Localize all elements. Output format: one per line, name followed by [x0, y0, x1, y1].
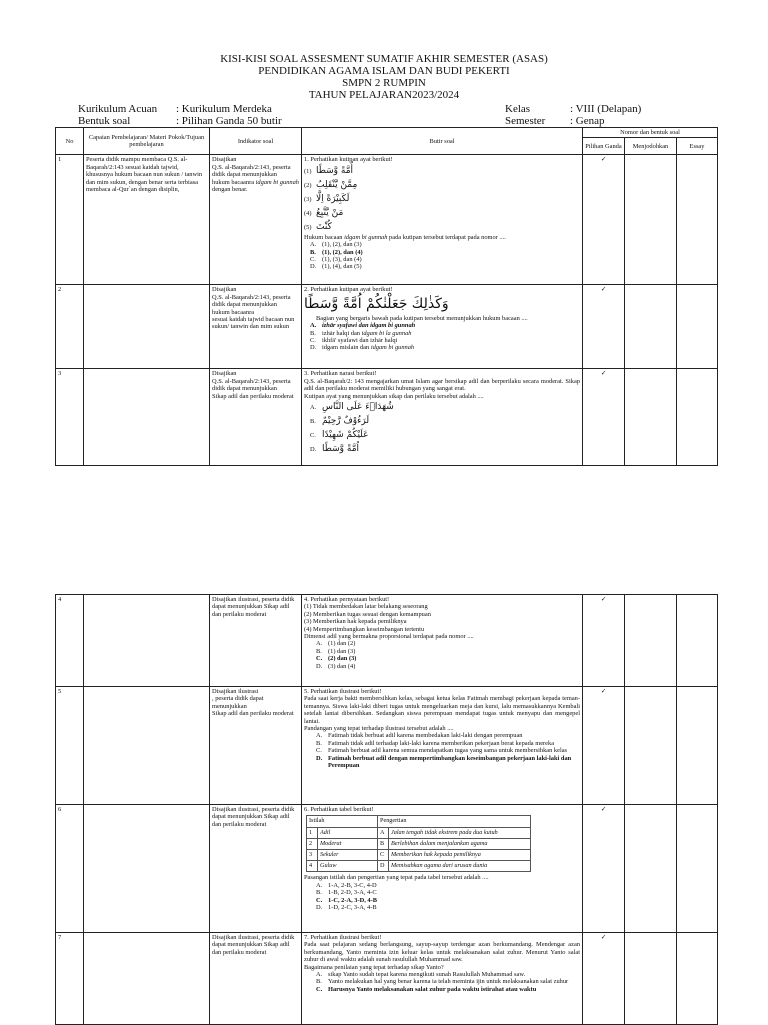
- indikator-cell: Disajikan Q.S. al-Baqarah/2:143, peserta didik dapat menunjukkan Sikap adil dan perilaku moderat: [210, 369, 302, 466]
- col-header-no: No: [56, 128, 84, 155]
- butir-soal-cell: [302, 595, 583, 687]
- option-c-answer-key: C. (2) dan (3): [316, 655, 357, 663]
- col-header-essay: Essay: [677, 138, 718, 155]
- option-b: B. 1-B, 2-D, 3-A, 4-C: [316, 889, 377, 897]
- option-a: A. (1), (2), dan (3): [310, 241, 362, 249]
- option-d: D. 1-D, 2-C, 3-A, 4-B: [316, 904, 377, 912]
- statement-item: (1) Tidak membedakan latar belakang seseorang: [304, 603, 428, 611]
- answer-options: [310, 882, 580, 912]
- essay-cell: [677, 933, 718, 1025]
- row-number: 7: [56, 933, 84, 1025]
- pengertian-header: Pengertian: [378, 816, 531, 827]
- kelas-label: Kelas: [505, 103, 531, 115]
- pg-checkmark: ✓: [583, 687, 625, 805]
- menjodohkan-cell: [625, 595, 677, 687]
- table-row: [56, 805, 718, 933]
- pg-checkmark: ✓: [583, 933, 625, 1025]
- capaian-cell: [84, 933, 210, 1025]
- capaian-cell: [84, 369, 210, 466]
- essay-cell: [677, 595, 718, 687]
- question-stem: 6. Perhatikan tabel berikut!: [304, 806, 374, 813]
- question-text: Pandangan yang tepat terhadap ilustrasi tersebut adalah ....: [304, 725, 454, 733]
- menjodohkan-cell: [625, 369, 677, 466]
- semester-value: : Genap: [570, 115, 605, 127]
- question-body: Pada saat pelajaran sedang berlangsung, sayup-sayup terdengar azan berkumandang. Mendengar azan berkumandang, Yanto meminta izin keluar kelas untuk melaksanakan salat zuhur. Menurut Yanto salat zuhur di awal waktu adalah sunah rasulullah Muhammad saw.: [304, 941, 580, 964]
- doc-title-year: TAHUN PELAJARAN2023/2024: [308, 89, 460, 101]
- capaian-cell: [84, 285, 210, 369]
- statement-item: (2) Memberikan tugas sesuai dengan kemampuan: [304, 610, 431, 618]
- col-header-menjodohkan: Menjodohkan: [625, 138, 677, 155]
- answer-options: [310, 732, 580, 769]
- option-a: A. (1) dan (2): [316, 640, 356, 648]
- option-c: C. ikhfā' syafawi dan izhār halqi: [310, 337, 398, 345]
- row-number: 6: [56, 805, 84, 933]
- question-stem: 5. Perhatikan ilustrasi berikut!: [304, 688, 382, 695]
- semester-label: Semester: [505, 115, 546, 127]
- indikator-cell: Disajikan Q.S. al-Baqarah/2:143, peserta didik dapat menunjukkan hukum bacaanra idgam bi gunnah dengan benar.: [210, 155, 302, 285]
- option-b: B. (1) dan (3): [316, 647, 356, 655]
- kurikulum-value: : Kurikulum Merdeka: [176, 103, 272, 115]
- option-c-answer-key: C. Harusnya Yanto melaksanakan salat zuhur pada waktu istirahat atau waktu: [316, 985, 537, 993]
- table-row: [56, 595, 718, 687]
- option-a-answer-key: A. izhār syafawi dan idgam bi gunnah: [310, 322, 416, 330]
- pg-checkmark: ✓: [583, 155, 625, 285]
- kisi-kisi-table-page-1: [55, 127, 718, 466]
- capaian-cell: [84, 687, 210, 805]
- option-a: A. Fatimah tidak berbuat adil karena membedakan laki-laki dengan perempuan: [316, 732, 523, 740]
- menjodohkan-cell: [625, 155, 677, 285]
- kurikulum-label: Kurikulum Acuan: [78, 103, 158, 115]
- table-row: [56, 155, 718, 285]
- option-d-answer-key: D. Fatimah berbuat adil dengan mempertimbangkan keseimbangan pekerjaan laki-laki dan Perempuan: [316, 754, 572, 770]
- question-body: Pada saat kerja bakti membersihkan kelas, sebagai ketua kelas Fatimah membagi pekerjaan kepada teman-temannya. Siswa laki-laki diberi tugas untuk mengeluarkan meja dan kursi, lalu memasukkannya Kembali setelah lantai dibersihkan. Sedangkan siswa perempuan mendapat tugas untuk menyapu dan mengepel lantai.: [304, 695, 580, 725]
- indikator-cell: Disajikan Q.S. al-Baqarah/2:143, peserta didik dapat menunjukkan hukum bacaanra sesuai kaidah tajwid bacaan nun sukun/ tanwin dan mim sukun: [210, 285, 302, 369]
- answer-options: [304, 241, 580, 271]
- option-b: B. izhār halqi dan idgam bi la gunnah: [310, 329, 412, 337]
- indikator-cell: Disajikan ilustrasi, peserta didik dapat menunjukkan Sikap adil dan perilaku moderat: [210, 805, 302, 933]
- option-a: A. 1-A, 2-B, 3-C, 4-D: [316, 881, 377, 889]
- answer-options: [304, 322, 580, 352]
- ayat-text: أُمَّةً وَّسَطًا: [316, 165, 354, 176]
- kisi-kisi-table-page-2: [55, 594, 718, 1025]
- question-stem: 4. Perhatikan pernyataan berikut!: [304, 596, 390, 603]
- table-row: [56, 369, 718, 466]
- butir-soal-cell: [302, 805, 583, 933]
- capaian-cell: [84, 805, 210, 933]
- answer-options: [310, 640, 580, 670]
- statement-item: (4) Mempertimbangkan keseimbangan tertentu: [304, 625, 425, 633]
- essay-cell: [677, 805, 718, 933]
- question-text: Bagian yang bergaris bawah pada kutipan tersebut menunjukkan hukum bacaan ....: [316, 314, 528, 322]
- butir-soal-cell: [302, 687, 583, 805]
- option-ayat: عَلَيْكُمْ شَهِيْدًا: [322, 430, 369, 441]
- question-body: Q.S. al-Baqarah/2: 143 mengajarkan umat Islam agar bersikap adil dan berperilaku secara moderat. Sikap adil dan perilaku moderat memiliki hubungan yang sangat erat.: [304, 377, 580, 393]
- col-header-pilihan-ganda: Pilihan Ganda: [583, 138, 625, 155]
- kelas-value: : VIII (Delapan): [570, 103, 642, 115]
- butir-soal-cell: 3. Perhatikan narasi berikut! Q.S. al-Baqarah/2: 143 mengajarkan umat Islam agar bersikap adil dan berperilaku secara moderat. Sikap adil dan perilaku moderat memiliki hubungan yang sangat erat. Kutipan ayat yang menunjukkan sikap dan perilaku tersebut adalah .... A. شُهَدَاۤءَ عَلَى النَّاسِ B. لَرَءُوْفٌ رَّحِيْمٌ C. عَلَيْكُمْ شَهِيْدًا D. اُمَّةً وَّسَطًا: [302, 369, 583, 466]
- capaian-cell: [84, 595, 210, 687]
- question-text: Kutipan ayat yang menunjukkan sikap dan perilaku tersebut adalah ....: [304, 392, 484, 400]
- bentuk-soal-label: Bentuk soal: [78, 115, 131, 127]
- menjodohkan-cell: [625, 687, 677, 805]
- ayat-text: وَكَذٰلِكَ جَعَلْنٰكُمْ اُمَّةً وَّسَطًا: [304, 295, 449, 312]
- butir-soal-cell: [302, 285, 583, 369]
- question-text: Dimensi adil yang bermakna proporsional terdapat pada nomor ....: [304, 633, 474, 641]
- essay-cell: [677, 285, 718, 369]
- option-a: A. sikap Yanto sudah tepat karena mengikuti sunah Rasulullah Muhammad saw.: [316, 971, 526, 979]
- essay-cell: [677, 369, 718, 466]
- question-text: Pasangan istilah dan pengertian yang tepat pada tabel tersebut adalah ....: [304, 874, 489, 882]
- question-stem: 1. Perhatikan kutipan ayat berikut!: [304, 156, 393, 164]
- doc-title-line-2: PENDIDIKAN AGAMA ISLAM DAN BUDI PEKERTI: [258, 65, 510, 77]
- row-number: 5: [56, 687, 84, 805]
- option-b-answer-key: B. (1), (2), dan (4): [310, 248, 363, 256]
- istilah-table: Istilah Pengertian 1 Adil A Jalan tengah tidak ekstrem pada dua kutub 2 Moderat B Berlebihan dalam menjalankan agama 3 Sekuler C Memberikan hak kepada pemiliknya 4 Guluw D Memisahkan agama dari urusan dunia: [306, 815, 531, 872]
- menjodohkan-cell: [625, 933, 677, 1025]
- doc-title-line-1: KISI-KISI SOAL ASSESMENT SUMATIF AKHIR SEMESTER (ASAS): [220, 53, 548, 65]
- option-ayat: اُمَّةً وَّسَطًا: [322, 444, 360, 455]
- question-text: Hukum bacaan idgam bi gunnah pada kutipan tersebut terdapat pada nomor ....: [304, 233, 506, 241]
- ayat-text: مَنْ يَّتَّبِعُ: [316, 207, 344, 218]
- table-row: [56, 285, 718, 369]
- essay-cell: [677, 687, 718, 805]
- question-stem: 7. Perhatikan ilustrasi berikut!: [304, 934, 382, 941]
- option-ayat: شُهَدَاۤءَ عَلَى النَّاسِ: [322, 402, 394, 413]
- table-row: [56, 687, 718, 805]
- essay-cell: [677, 155, 718, 285]
- option-ayat: لَرَءُوْفٌ رَّحِيْمٌ: [322, 416, 370, 427]
- bentuk-soal-value: : Pilihan Ganda 50 butir: [176, 115, 282, 127]
- doc-title-school: SMPN 2 RUMPIN: [342, 77, 426, 89]
- ayat-text: لَكَبِيْرَةً اِلَّا: [316, 193, 350, 204]
- capaian-cell: Peserta didik mampu membaca Q.S. al-Baqarah/2:143 sesuai kaidah tajwid, khususnya hukum bacaan nun sukun / tanwin dan mim sukun, dengan benar serta terbiasa membaca al-Qur`an dengan disiplin,: [84, 155, 210, 285]
- pg-checkmark: ✓: [583, 805, 625, 933]
- option-c: C. Fatimah berbuat adil karena semua mendapatkan tugas yang sama untuk membersihkan kelas: [316, 747, 568, 755]
- option-c-answer-key: C. 1-C, 2-A, 3-D, 4-B: [316, 896, 377, 904]
- option-b: B. Yanto melakukan hal yang benar karena ia telah meminta ijin untuk melaksanakan salat zuhur: [316, 978, 569, 986]
- option-b: B. Fatimah tidak adil terhadap laki-laki karena memberikan pekerjaan berat kepada mereka: [316, 739, 555, 747]
- statement-item: (3) Memberikan hak kepada pemiliknya: [304, 618, 407, 626]
- col-header-butir: Butir soal: [302, 128, 583, 155]
- indikator-cell: Disajikan ilustrasi, peserta didik dapat menunjukkan Sikap adil dan perilaku moderat: [210, 595, 302, 687]
- ayat-text: مِمَّنْ يَّنْقَلِبُ: [316, 179, 358, 190]
- ayat-text: كُنْتَ: [316, 221, 332, 232]
- row-number: 2: [56, 285, 84, 369]
- col-header-capaian: Capaian Pembelajaran/ Materi Pokok/Tujuan pembelajaran: [84, 128, 210, 155]
- indikator-cell: Disajikan ilustrasi, peserta didik dapat menunjukkan Sikap adil dan perilaku moderat: [210, 933, 302, 1025]
- row-number: 3: [56, 369, 84, 466]
- answer-options: [310, 971, 580, 993]
- menjodohkan-cell: [625, 285, 677, 369]
- butir-soal-cell: 1. Perhatikan kutipan ayat berikut! (1) أُمَّةً وَّسَطًا (2) مِمَّنْ يَّنْقَلِبُ (3) لَكَبِيْرَةً اِلَّا (4) مَنْ يَّتَّبِعُ (5) كُنْتَ Hukum bacaan idgam bi gunnah pada kutipan tersebut terdapat pada nomor .... A. (1), (2), dan (3) B. (1), (2), dan (4) C. (1), (3), dan (4) D. (1), (4), dan (5): [302, 155, 583, 285]
- row-number: 4: [56, 595, 84, 687]
- col-header-nomor-bentuk: Nomor dan bentuk soal: [583, 128, 718, 138]
- pg-checkmark: ✓: [583, 285, 625, 369]
- butir-soal-cell: [302, 933, 583, 1025]
- menjodohkan-cell: [625, 805, 677, 933]
- pg-checkmark: ✓: [583, 369, 625, 466]
- row-number: 1: [56, 155, 84, 285]
- question-text: Bagaimana penilaian yang tepat terhadap sikap Yanto?: [304, 963, 444, 971]
- option-d: D. idgam mislain dan idgam bi gunnah: [310, 344, 415, 352]
- question-stem: 2. Perhatikan kutipan ayat berikut!: [304, 286, 393, 294]
- col-header-indikator: Indikator soal: [210, 128, 302, 155]
- option-d: D. (3) dan (4): [316, 662, 356, 670]
- option-c: C. (1), (3), dan (4): [310, 256, 362, 264]
- istilah-header: Istilah: [307, 816, 378, 827]
- pg-checkmark: ✓: [583, 595, 625, 687]
- indikator-cell: Disajikan ilustrasi , peserta didik dapat menunjukkan Sikap adil dan perilaku moderat: [210, 687, 302, 805]
- table-row: [56, 933, 718, 1025]
- question-stem: 3. Perhatikan narasi berikut!: [304, 370, 377, 378]
- option-d: D. (1), (4), dan (5): [310, 263, 362, 271]
